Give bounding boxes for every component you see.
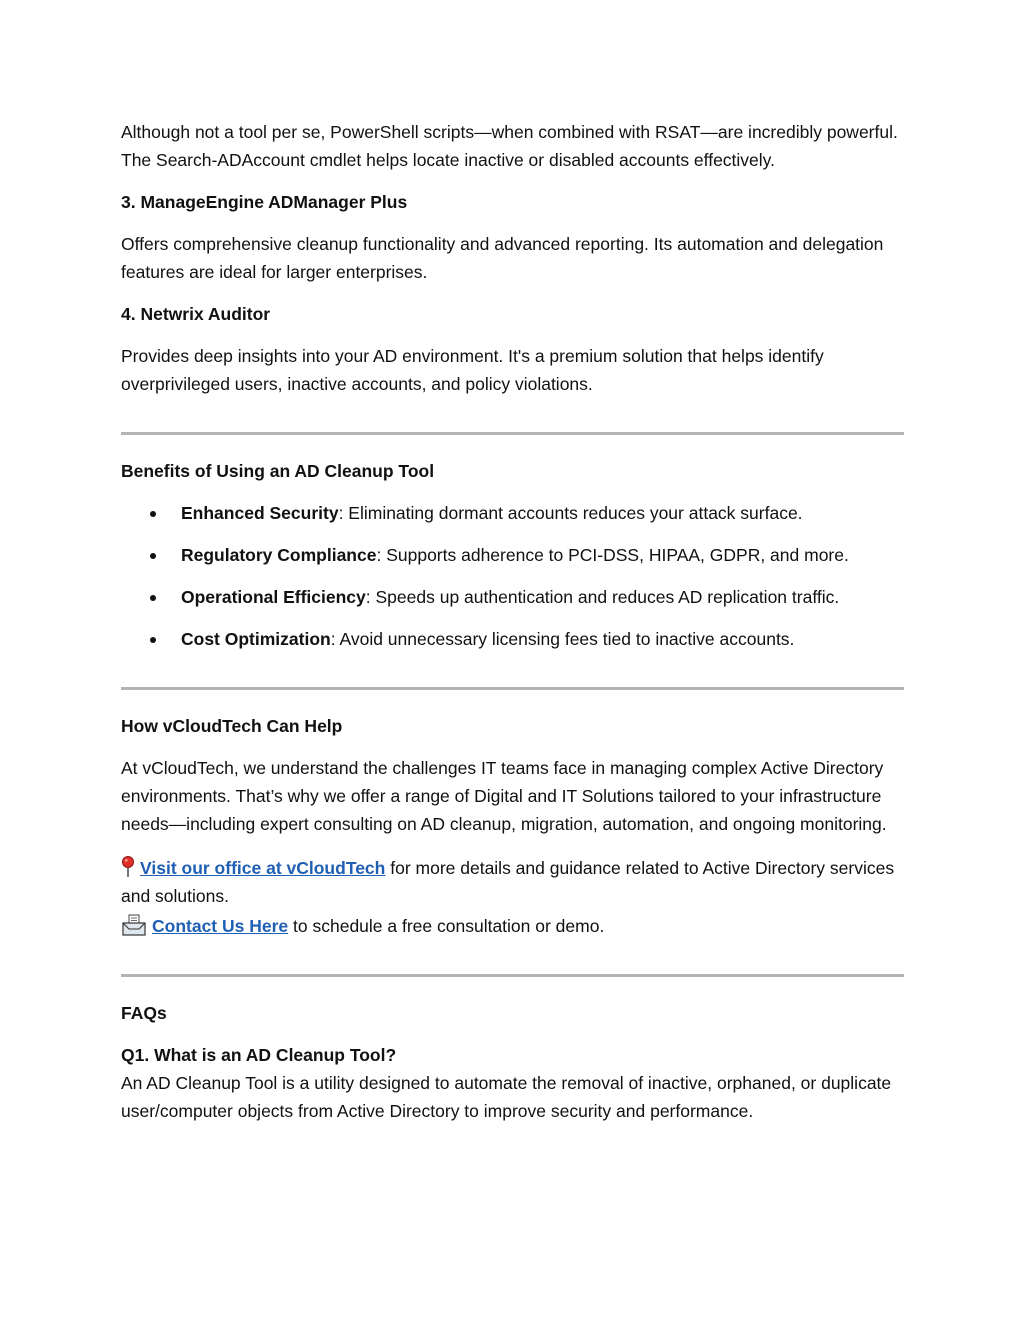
visit-line bbox=[121, 854, 904, 910]
benefit-term: Operational Efficiency bbox=[181, 587, 366, 607]
contact-line bbox=[121, 912, 904, 940]
section-divider bbox=[121, 432, 904, 435]
faqs-heading: FAQs bbox=[121, 1003, 167, 1023]
tool-desc-netwrix: Provides deep insights into your AD environment. It's a premium solution that helps identify overprivileged users, inactive accounts, and policy violations. bbox=[121, 346, 824, 394]
list-item bbox=[121, 583, 904, 611]
tool-heading-admanager: 3. ManageEngine ADManager Plus bbox=[121, 192, 408, 212]
bullet-icon bbox=[150, 637, 156, 643]
benefit-term: Cost Optimization bbox=[181, 629, 331, 649]
benefits-heading: Benefits of Using an AD Cleanup Tool bbox=[121, 461, 435, 481]
tool-desc-admanager: Offers comprehensive cleanup functionality and advanced reporting. Its automation and delegation features are ideal for larger enterprises. bbox=[121, 234, 884, 282]
contact-rest-text: to schedule a free consultation or demo. bbox=[288, 916, 605, 936]
faq-item bbox=[121, 1041, 904, 1125]
tool-heading-netwrix: 4. Netwrix Auditor bbox=[121, 304, 271, 324]
visit-rest-text: for more details and guidance related to Active Directory services and solutions. bbox=[121, 858, 895, 906]
bullet-icon bbox=[150, 553, 156, 559]
bullet-icon bbox=[150, 511, 156, 517]
benefit-desc: : Supports adherence to PCI-DSS, HIPAA, GDPR, and more. bbox=[376, 545, 849, 565]
help-heading: How vCloudTech Can Help bbox=[121, 716, 343, 736]
faq-question: Q1. What is an AD Cleanup Tool? bbox=[121, 1045, 397, 1065]
help-paragraph: At vCloudTech, we understand the challenges IT teams face in managing complex Active Directory environments. That’s why we offer a range of Digital and IT Solutions tailored to your infrastructure needs—including expert consulting on AD cleanup, migration, automation, and ongoing monitoring. bbox=[121, 758, 887, 834]
faq-answer: An AD Cleanup Tool is a utility designed to automate the removal of inactive, orphaned, or duplicate user/computer objects from Active Directory to improve security and performance. bbox=[121, 1073, 892, 1121]
section-divider bbox=[121, 974, 904, 977]
list-item bbox=[121, 499, 904, 527]
round-pushpin-icon bbox=[121, 856, 135, 878]
benefit-desc: : Speeds up authentication and reduces AD replication traffic. bbox=[365, 587, 840, 607]
benefit-desc: : Eliminating dormant accounts reduces your attack surface. bbox=[338, 503, 803, 523]
list-item bbox=[121, 625, 904, 653]
inbox-tray-icon bbox=[121, 914, 147, 936]
intro-paragraph: Although not a tool per se, PowerShell scripts—when combined with RSAT—are incredibly powerful. The Search-ADAccount cmdlet helps locate inactive or disabled accounts effectively. bbox=[121, 122, 898, 170]
contact-us-link[interactable]: Contact Us Here bbox=[152, 916, 289, 936]
list-item bbox=[121, 541, 904, 569]
benefit-desc: : Avoid unnecessary licensing fees tied to inactive accounts. bbox=[330, 629, 795, 649]
document-page bbox=[121, 118, 904, 1125]
benefit-term: Regulatory Compliance bbox=[181, 545, 377, 565]
benefit-term: Enhanced Security bbox=[181, 503, 339, 523]
visit-office-link[interactable]: Visit our office at vCloudTech bbox=[140, 858, 386, 878]
section-divider bbox=[121, 687, 904, 690]
benefits-list bbox=[121, 499, 904, 653]
bullet-icon bbox=[150, 595, 156, 601]
